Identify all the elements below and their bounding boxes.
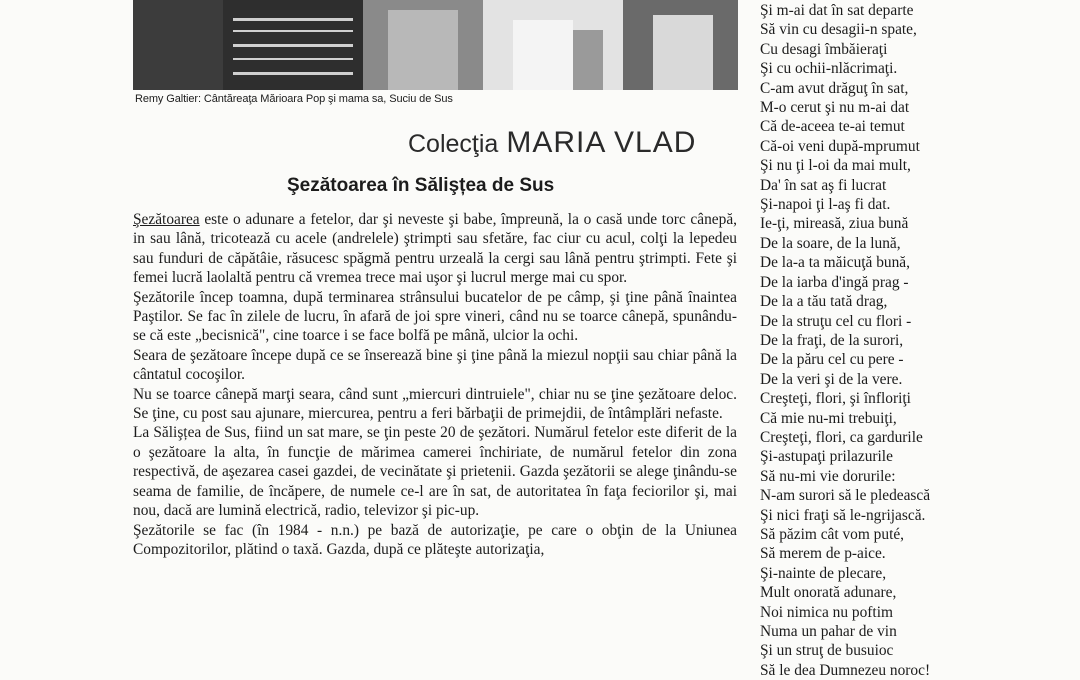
poem-line: De la păru cel cu pere - [760, 351, 904, 369]
paragraph-text: Seara de şezătoare începe după ce se înserează bine şi ţine până la miezul nopţii sau chiar până la cântatul cocoşilor. [133, 346, 737, 384]
poem-line: Şi-nainte de plecare, [760, 564, 887, 582]
poem-line: Să nu-mi vie dorurile: [760, 467, 896, 485]
paragraph-lead: Şezătoarea [133, 211, 200, 228]
poem-line: De la soare, de la lună, [760, 234, 901, 252]
photo-image [133, 0, 738, 90]
poem-line: Să vin cu desagii-n spate, [760, 21, 917, 39]
paragraph-text: este o adunare a fetelor, dar şi neveste şi babe, împreună, la o casă unde torc cânepă, in sau lână, tricotează cu acele (andrelele) ştrimpti sau sfetăre, fac ciur cu acul, colţi la lepedeu sau funduri de căpătâie, răsucesc spăgmă pentru urzeală la cergi sau lână pentru ştrimpti. Fete şi femei lucră laolaltă pentru că vremea trece mai uşor şi lucrul merge mai cu spor. [133, 211, 737, 287]
poem-line: Şi un struţ de busuioc [760, 642, 894, 660]
poem-line: Şi-napoi ţi l-aş fi dat. [760, 196, 891, 214]
poem-line: Şi nu ţi l-oi da mai mult, [760, 157, 911, 175]
poem-line: De la fraţi, de la surori, [760, 331, 904, 349]
poem-line: Numa un pahar de vin [760, 623, 897, 640]
poem-line: De la struţu cel cu flori - [760, 312, 912, 330]
article-body [133, 210, 737, 559]
poem-line: Ie-ţi, mireasă, ziua bună [760, 215, 909, 233]
poem [760, 1, 930, 680]
poem-line: Şi cu ochii-nlăcrimaţi. [760, 60, 898, 78]
paragraph [133, 385, 737, 424]
poem-line: Şi nici fraţi să le-ngrijască. [760, 506, 926, 524]
poem-line: M-o cerut şi nu m-ai dat [760, 99, 910, 117]
poem-line: Da' în sat aş fi lucrat [760, 176, 887, 194]
poem-line: De la iarba d'ingă prag - [760, 273, 909, 291]
poem-line: Să le dea Dumnezeu noroc! [760, 661, 931, 679]
poem-line: Mult onorată adunare, [760, 584, 897, 602]
poem-line: De la a tău tată drag, [760, 293, 888, 311]
poem-line: Că-oi veni după-mprumut [760, 137, 920, 155]
poem-line: Şi m-ai dat în sat departe [760, 2, 914, 19]
poem-line: Să păzim cât vom puté, [760, 525, 905, 543]
collection-name: MARIA VLAD [506, 126, 697, 159]
poem-line: De la veri şi de la vere. [760, 370, 903, 388]
poem-line: Şi-astupaţi prilazurile [760, 448, 893, 466]
photo-caption: Remy Galtier: Cântăreaţa Mărioara Pop şi mama sa, Suciu de Sus [135, 93, 453, 105]
article-title: Şezătoarea în Sălişțea de Sus [287, 175, 555, 196]
collection-prefix: Colecţia [408, 130, 499, 158]
poem-line: Că de-aceea te-ai temut [760, 118, 905, 136]
poem-line: Creşteţi, flori, şi înfloriţi [760, 390, 911, 408]
poem-line: De la-a ta măicuţă bună, [760, 254, 910, 272]
poem-line: C-am avut drăguţ în sat, [760, 79, 909, 97]
paragraph [133, 423, 737, 520]
paragraph [133, 210, 737, 288]
paragraph-text: Şezătorile încep toamna, după terminarea strânsului bucatelor de pe câmp, şi ţine până înaintea Paştilor. Se fac în zilele de lucru, în afară de joi spre vineri, când nu se toarce cânepă, spunându-se că este „becisnică", cine toarce i se face bolfă pe mână, ulcior la ochi. [133, 288, 737, 345]
poem-line: N-am surori să le pledească [760, 487, 931, 505]
paragraph-text: Nu se toarce cânepă marţi seara, când sunt „miercuri dintruiele", chiar nu se ţine şezătoare deloc. Se ţine, cu post sau ajunare, miercurea, pentru a feri bărbaţii de primejdii, de întâmplări nefaste. [133, 385, 737, 423]
poem-line: Cu desagi îmbăieraţi [760, 40, 888, 58]
paragraph [133, 288, 737, 346]
poem-line: Că mie nu-mi trebuiţi, [760, 409, 897, 427]
poem-line: Noi nimica nu poftim [760, 603, 893, 621]
paragraph [133, 346, 737, 385]
paragraph-text: Şezătorile se fac (în 1984 - n.n.) pe bază de autorizaţie, pe care o obţin de la Uniunea Compozitorilor, plătind o taxă. Gazda, după ce plăteşte autorizaţia, [133, 521, 737, 558]
photo [133, 0, 738, 90]
paragraph [133, 521, 737, 560]
poem-line: Creşteţi, flori, ca gardurile [760, 428, 923, 446]
collection-heading [408, 126, 696, 160]
poem-line: Să merem de p-aice. [760, 545, 886, 563]
paragraph-text: La Sălişțea de Sus, fiind un sat mare, se ţin peste 20 de şezători. Numărul fetelor este diferit de la o şezătoare la alta, în funcţie de mărimea camerei închiriate, de numărul fetelor din zona respectivă, de aşezarea casei gazdei, de vecinătate şi prietenii. Gazda şezătorii se alege ţinându-se seama de familie, de încăpere, de numele ce-l are în sat, de autoritatea în faţa feciorilor şi, mai nou, dacă are lumină electrică, radio, televizor şi pic-up. [133, 424, 737, 520]
